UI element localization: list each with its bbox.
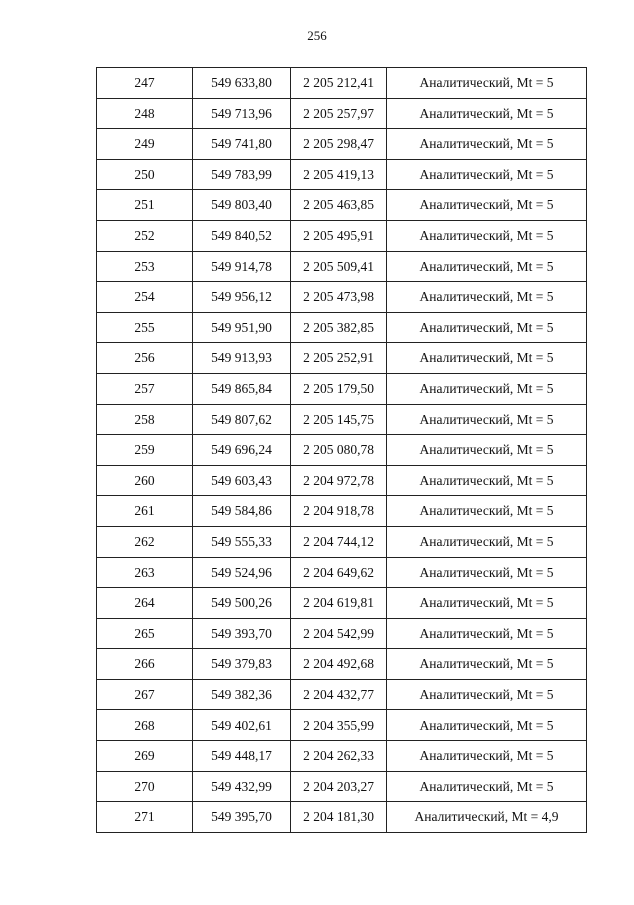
table-row [97,373,587,404]
point-number-cell: 263 [97,557,193,588]
x-coordinate-cell: 549 783,99 [193,159,291,190]
method-cell: Аналитический, Mt = 5 [387,526,587,557]
page-number: 256 [307,28,327,43]
method-cell: Аналитический, Mt = 5 [387,68,587,99]
y-coordinate-cell: 2 205 080,78 [291,435,387,466]
table-row [97,649,587,680]
table-row [97,771,587,802]
method-cell: Аналитический, Mt = 5 [387,588,587,619]
table-row [97,435,587,466]
x-coordinate-cell: 549 951,90 [193,312,291,343]
point-number-cell: 270 [97,771,193,802]
point-number-cell: 267 [97,679,193,710]
x-coordinate-cell: 549 913,93 [193,343,291,374]
coordinates-table [96,67,587,833]
point-number-cell: 248 [97,98,193,129]
method-cell: Аналитический, Mt = 5 [387,741,587,772]
point-number-cell: 268 [97,710,193,741]
method-cell: Аналитический, Mt = 5 [387,282,587,313]
table-row [97,465,587,496]
point-number-cell: 264 [97,588,193,619]
table-row [97,741,587,772]
y-coordinate-cell: 2 204 542,99 [291,618,387,649]
x-coordinate-cell: 549 402,61 [193,710,291,741]
table-row [97,159,587,190]
y-coordinate-cell: 2 205 463,85 [291,190,387,221]
method-cell: Аналитический, Mt = 5 [387,679,587,710]
method-cell: Аналитический, Mt = 5 [387,98,587,129]
y-coordinate-cell: 2 204 203,27 [291,771,387,802]
point-number-cell: 250 [97,159,193,190]
y-coordinate-cell: 2 205 473,98 [291,282,387,313]
method-cell: Аналитический, Mt = 5 [387,557,587,588]
y-coordinate-cell: 2 204 649,62 [291,557,387,588]
table-row [97,129,587,160]
point-number-cell: 269 [97,741,193,772]
y-coordinate-cell: 2 204 918,78 [291,496,387,527]
coordinates-table-body [97,68,587,833]
method-cell: Аналитический, Mt = 5 [387,343,587,374]
y-coordinate-cell: 2 204 972,78 [291,465,387,496]
table-row [97,679,587,710]
method-cell: Аналитический, Mt = 5 [387,312,587,343]
table-row [97,282,587,313]
method-cell: Аналитический, Mt = 5 [387,710,587,741]
x-coordinate-cell: 549 393,70 [193,618,291,649]
table-row [97,588,587,619]
point-number-cell: 258 [97,404,193,435]
point-number-cell: 262 [97,526,193,557]
x-coordinate-cell: 549 840,52 [193,220,291,251]
method-cell: Аналитический, Mt = 5 [387,435,587,466]
y-coordinate-cell: 2 204 432,77 [291,679,387,710]
x-coordinate-cell: 549 584,86 [193,496,291,527]
point-number-cell: 256 [97,343,193,374]
point-number-cell: 260 [97,465,193,496]
y-coordinate-cell: 2 205 382,85 [291,312,387,343]
x-coordinate-cell: 549 395,70 [193,802,291,833]
x-coordinate-cell: 549 555,33 [193,526,291,557]
x-coordinate-cell: 549 448,17 [193,741,291,772]
x-coordinate-cell: 549 603,43 [193,465,291,496]
method-cell: Аналитический, Mt = 5 [387,190,587,221]
x-coordinate-cell: 549 633,80 [193,68,291,99]
point-number-cell: 251 [97,190,193,221]
point-number-cell: 252 [97,220,193,251]
method-cell: Аналитический, Mt = 5 [387,220,587,251]
x-coordinate-cell: 549 865,84 [193,373,291,404]
table-row [97,251,587,282]
x-coordinate-cell: 549 524,96 [193,557,291,588]
table-row [97,557,587,588]
y-coordinate-cell: 2 204 262,33 [291,741,387,772]
table-row [97,526,587,557]
x-coordinate-cell: 549 741,80 [193,129,291,160]
y-coordinate-cell: 2 205 495,91 [291,220,387,251]
method-cell: Аналитический, Mt = 5 [387,771,587,802]
point-number-cell: 247 [97,68,193,99]
point-number-cell: 266 [97,649,193,680]
x-coordinate-cell: 549 379,83 [193,649,291,680]
table-row [97,190,587,221]
x-coordinate-cell: 549 803,40 [193,190,291,221]
point-number-cell: 259 [97,435,193,466]
table-row [97,618,587,649]
method-cell: Аналитический, Mt = 5 [387,465,587,496]
method-cell: Аналитический, Mt = 5 [387,618,587,649]
point-number-cell: 255 [97,312,193,343]
table-row [97,710,587,741]
y-coordinate-cell: 2 205 212,41 [291,68,387,99]
x-coordinate-cell: 549 432,99 [193,771,291,802]
table-row [97,404,587,435]
method-cell: Аналитический, Mt = 5 [387,649,587,680]
y-coordinate-cell: 2 205 298,47 [291,129,387,160]
x-coordinate-cell: 549 713,96 [193,98,291,129]
x-coordinate-cell: 549 914,78 [193,251,291,282]
table-row [97,220,587,251]
y-coordinate-cell: 2 205 179,50 [291,373,387,404]
table-row [97,98,587,129]
y-coordinate-cell: 2 204 619,81 [291,588,387,619]
y-coordinate-cell: 2 204 492,68 [291,649,387,680]
method-cell: Аналитический, Mt = 5 [387,496,587,527]
point-number-cell: 249 [97,129,193,160]
table-row [97,312,587,343]
y-coordinate-cell: 2 204 355,99 [291,710,387,741]
method-cell: Аналитический, Mt = 5 [387,373,587,404]
table-row [97,802,587,833]
point-number-cell: 253 [97,251,193,282]
y-coordinate-cell: 2 205 257,97 [291,98,387,129]
x-coordinate-cell: 549 696,24 [193,435,291,466]
point-number-cell: 257 [97,373,193,404]
point-number-cell: 265 [97,618,193,649]
x-coordinate-cell: 549 807,62 [193,404,291,435]
y-coordinate-cell: 2 205 419,13 [291,159,387,190]
method-cell: Аналитический, Mt = 5 [387,251,587,282]
table-row [97,68,587,99]
y-coordinate-cell: 2 205 252,91 [291,343,387,374]
x-coordinate-cell: 549 956,12 [193,282,291,313]
y-coordinate-cell: 2 205 509,41 [291,251,387,282]
y-coordinate-cell: 2 204 744,12 [291,526,387,557]
y-coordinate-cell: 2 204 181,30 [291,802,387,833]
point-number-cell: 254 [97,282,193,313]
method-cell: Аналитический, Mt = 4,9 [387,802,587,833]
method-cell: Аналитический, Mt = 5 [387,129,587,160]
table-row [97,496,587,527]
x-coordinate-cell: 549 500,26 [193,588,291,619]
method-cell: Аналитический, Mt = 5 [387,159,587,190]
method-cell: Аналитический, Mt = 5 [387,404,587,435]
point-number-cell: 271 [97,802,193,833]
point-number-cell: 261 [97,496,193,527]
table-row [97,343,587,374]
y-coordinate-cell: 2 205 145,75 [291,404,387,435]
x-coordinate-cell: 549 382,36 [193,679,291,710]
